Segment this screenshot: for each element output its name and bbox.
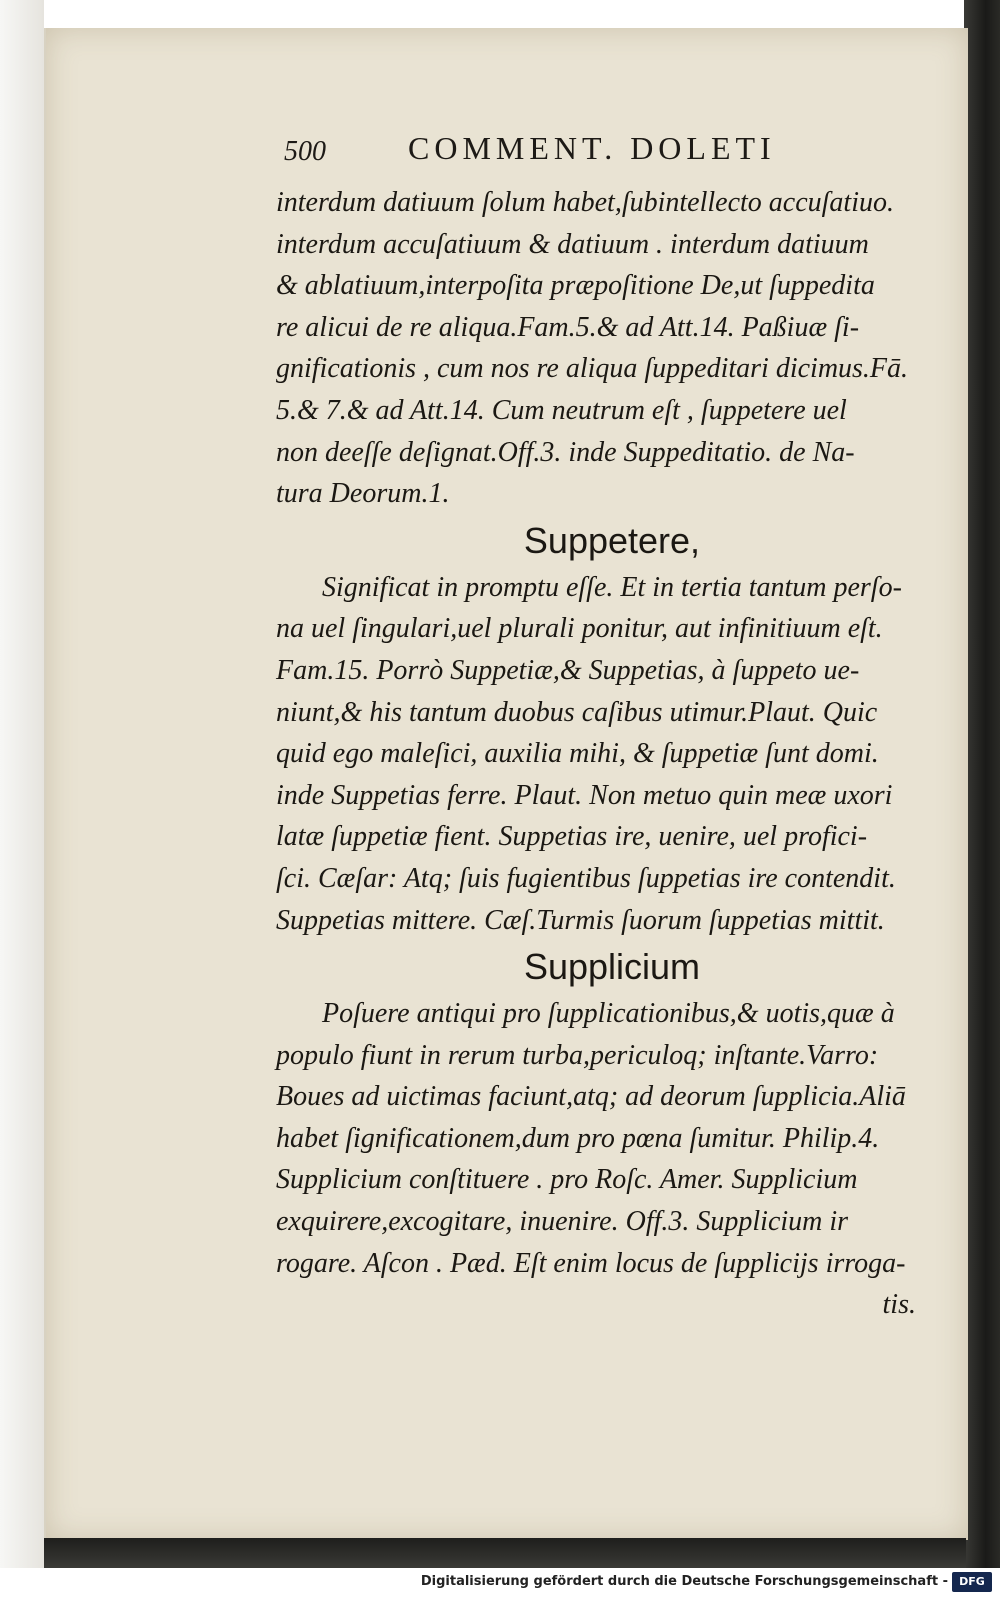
text-line: latæ ſuppetiæ fient. Suppetias ire, uenire, uel profici- (276, 821, 868, 853)
text-line: 5.& 7.& ad Att.14. Cum neutrum eſt , ſuppetere uel (276, 394, 847, 426)
entry-heading-suppetere: Suppetere, (523, 519, 701, 561)
text-line: quid ego maleſici, auxilia mihi, & ſuppetiæ ſunt domi. (276, 738, 879, 770)
left-margin-edge (0, 0, 44, 1568)
entry-heading-supplicium: Supplicium (523, 946, 701, 988)
running-head: COMMENT. DOLETI (408, 130, 776, 166)
text-line: Supplicium conſtituere . pro Roſc. Amer. Supplicium (276, 1164, 858, 1196)
digitization-credit: Digitalisierung gefördert durch die Deutsche Forschungsgemeinschaft - (420, 1574, 948, 1589)
text-line: interdum datiuum ſolum habet,ſubintellecto accuſatiuo. (276, 187, 894, 218)
bottom-edge-shadow (44, 1538, 966, 1568)
text-line: na uel ſingulari,uel plurali ponitur, aut infinitiuum eſt. (276, 613, 883, 645)
text-line: rogare. Aſcon . Pæd. Eſt enim locus de ſupplicijs irroga- (276, 1247, 906, 1279)
text-line: populo fiunt in rerum turba,periculoq; inſtante.Varro: (276, 1039, 879, 1071)
text-line: niunt,& his tantum duobus caſibus utimur.Plaut. Quic (276, 696, 878, 728)
text-line: inde Suppetias ferre. Plaut. Non metuo quin meæ uxori (276, 779, 893, 811)
page-header (284, 130, 884, 170)
page-body (276, 182, 932, 1326)
text-line: interdum accuſatiuum & datiuum . interdum datiuum (276, 228, 869, 260)
text-line: Significat in promptu eſſe. Et in tertia tantum perſo- (322, 571, 902, 603)
text-line: gnificationis , cum nos re aliqua ſuppeditari dicimus.Fā. (276, 353, 909, 385)
text-line: habet ſignificationem,dum pro pœna ſumitur. Philip.4. (276, 1122, 880, 1154)
text-line: Poſuere antiqui pro ſupplicationibus,& uotis,quæ à (322, 998, 895, 1030)
text-line: re alicui de re aliqua.Fam.5.& ad Att.14. Paßiuæ ſi- (276, 311, 860, 343)
text-line: & ablatiuum,interpoſita præpoſitione De,ut ſuppedita (276, 270, 875, 302)
text-line: Boues ad uictimas faciunt,atq; ad deorum ſupplicia.Aliā (276, 1081, 906, 1113)
text-line: exquirere,excogitare, inuenire. Off.3. Supplicium ir (276, 1206, 849, 1238)
text-line: non deeſſe deſignat.Off.3. inde Suppeditatio. de Na- (276, 436, 855, 468)
catchword: tis. (882, 1289, 916, 1321)
right-book-edge (964, 0, 1000, 1568)
text-line: Suppetias mittere. Cæſ.Turmis ſuorum ſuppetias mittit. (276, 904, 885, 936)
text-line: tura Deorum.1. (276, 478, 450, 510)
text-line: ſci. Cæſar: Atq; ſuis fugientibus ſuppetias ire contendit. (276, 862, 896, 894)
text-line: Fam.15. Porrò Suppetiæ,& Suppetias, à ſuppeto ue- (276, 654, 860, 686)
page-number: 500 (284, 136, 326, 167)
dfg-logo: DFG (952, 1572, 992, 1592)
